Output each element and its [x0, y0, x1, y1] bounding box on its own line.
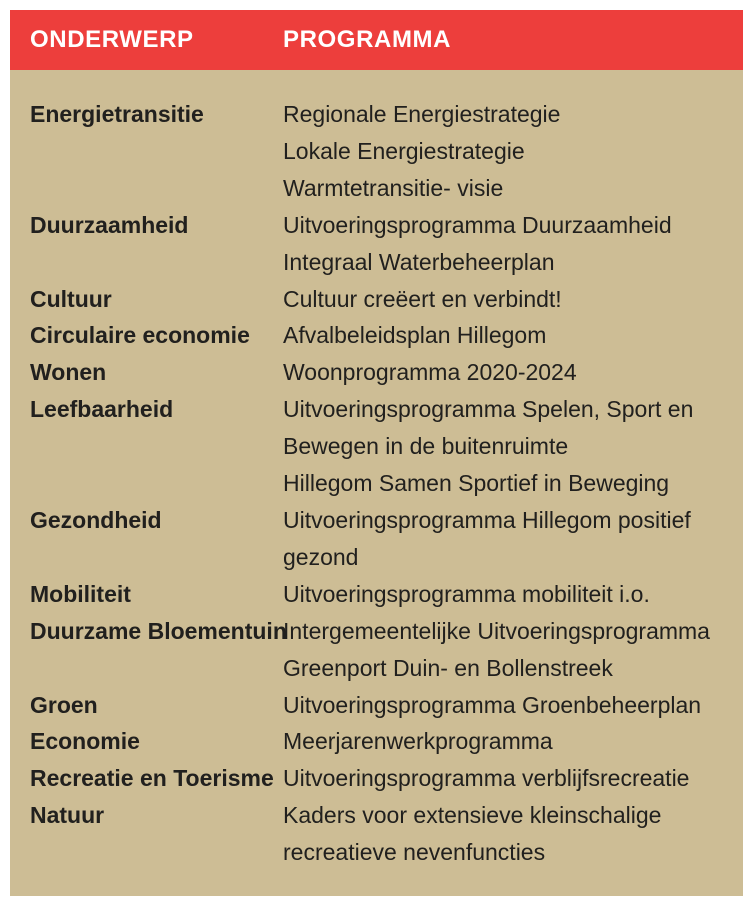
- program-item: Woonprogramma 2020-2024: [283, 359, 577, 386]
- program-item: Uitvoeringsprogramma verblijfsrecreatie: [283, 765, 690, 792]
- program-item: Kaders voor extensieve kleinschalige recreatieve nevenfuncties: [283, 802, 662, 866]
- table-row: [10, 317, 743, 354]
- topic-cell: Gezondheid: [30, 506, 162, 533]
- table-row: [10, 723, 743, 760]
- program-cell: [283, 317, 743, 354]
- program-cell: [283, 687, 743, 724]
- program-item: Uitvoeringsprogramma Groenbeheerplan: [283, 691, 702, 718]
- topic-cell: Leefbaarheid: [30, 396, 174, 423]
- table-row: [10, 281, 743, 318]
- program-cell: [283, 502, 743, 576]
- program-cell: [283, 281, 743, 318]
- topic-cell: Duurzame Bloementuin: [30, 617, 287, 644]
- table-row: [10, 391, 743, 502]
- program-cell: [283, 797, 743, 871]
- table-row: [10, 502, 743, 576]
- table-row: [10, 576, 743, 613]
- program-item: Afvalbeleidsplan Hillegom: [283, 322, 547, 349]
- program-cell: [283, 723, 743, 760]
- column-header-onderwerp: ONDERWERP: [30, 26, 194, 53]
- topic-cell: Mobiliteit: [30, 580, 131, 607]
- topic-cell: Duurzaamheid: [30, 211, 189, 238]
- topic-cell: Cultuur: [30, 285, 112, 312]
- program-item: Warmtetransitie- visie: [283, 174, 504, 201]
- program-item: Regionale Energiestrategie: [283, 101, 561, 127]
- table-row: [10, 96, 743, 207]
- table-header: [10, 10, 743, 70]
- column-header-programma: PROGRAMMA: [283, 26, 452, 53]
- table-row: [10, 797, 743, 871]
- topic-cell: Circulaire economie: [30, 322, 250, 349]
- topic-cell: Groen: [30, 691, 98, 718]
- program-cell: [283, 96, 743, 207]
- program-item: Integraal Waterbeheerplan: [283, 248, 555, 275]
- document-table: [10, 10, 743, 896]
- topic-cell: Economie: [30, 728, 140, 755]
- program-cell: [283, 760, 743, 797]
- program-item: Uitvoeringsprogramma Spelen, Sport en Bewegen in de buitenruimte: [283, 396, 694, 460]
- program-cell: [283, 391, 743, 502]
- topic-cell: Natuur: [30, 802, 105, 829]
- topic-cell: Recreatie en Toerisme: [30, 765, 274, 792]
- program-item: Uitvoeringsprogramma Duurzaamheid: [283, 211, 672, 238]
- program-item: Lokale Energiestrategie: [283, 137, 525, 164]
- topic-cell: Energietransitie: [30, 101, 204, 127]
- program-cell: [283, 354, 743, 391]
- program-item: Uitvoeringsprogramma Hillegom positief gezond: [283, 506, 691, 570]
- program-item: Uitvoeringsprogramma mobiliteit i.o.: [283, 580, 650, 607]
- program-item: Hillegom Samen Sportief in Beweging: [283, 470, 670, 497]
- program-item: Intergemeentelijke Uitvoeringsprogramma Greenport Duin- en Bollenstreek: [283, 617, 710, 681]
- topic-cell: Wonen: [30, 359, 107, 386]
- table-row: [10, 687, 743, 724]
- program-item: Meerjarenwerkprogramma: [283, 728, 553, 755]
- program-cell: [283, 576, 743, 613]
- table-row: [10, 354, 743, 391]
- program-cell: [283, 207, 743, 281]
- table-row: [10, 760, 743, 797]
- program-item: Cultuur creëert en verbindt!: [283, 285, 562, 312]
- table-row: [10, 207, 743, 281]
- table-body: [10, 70, 743, 896]
- table-row: [10, 613, 743, 687]
- program-cell: [283, 613, 743, 687]
